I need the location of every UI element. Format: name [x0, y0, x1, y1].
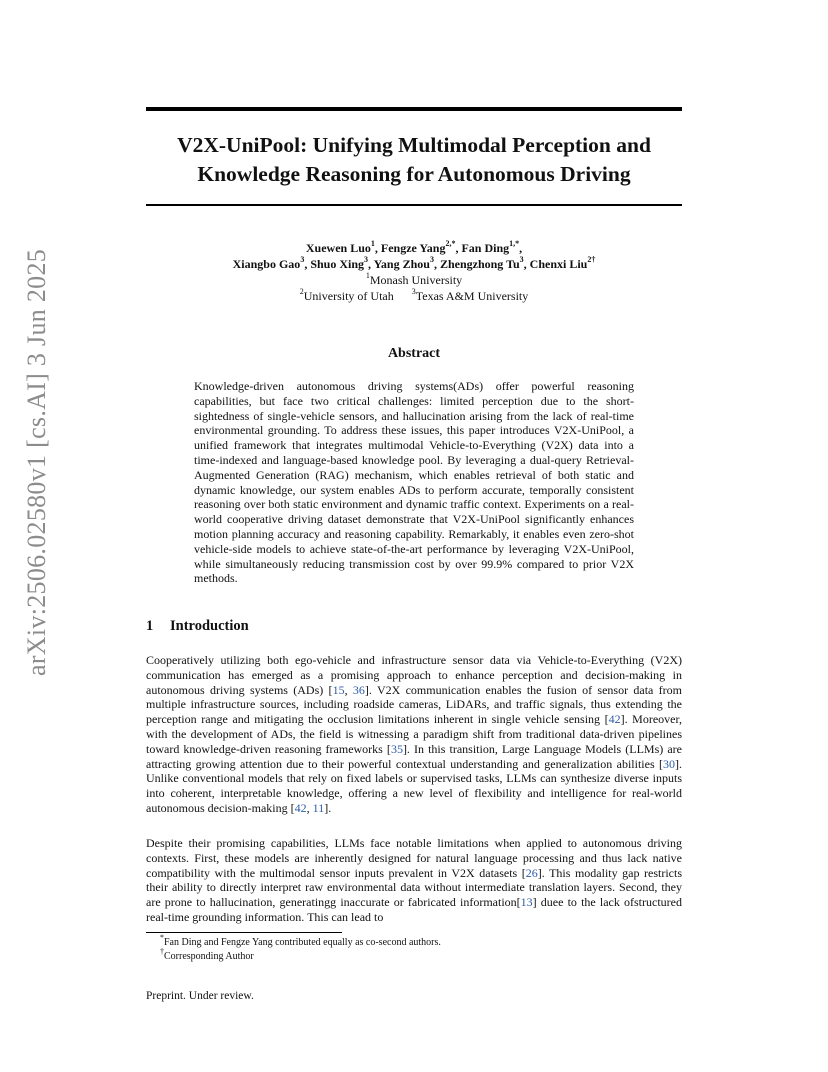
preprint-note: Preprint. Under review. — [146, 990, 254, 1002]
abstract-heading: Abstract — [387, 346, 441, 361]
title-line-2: Knowledge Reasoning for Autonomous Driving — [197, 162, 631, 186]
affiliation-mark: 3 — [411, 287, 416, 296]
author-line-1: Xuewen Luo$^1$, Fengze Yang$^{2,*}$, Fan Ding$^{1,*}$, — [305, 239, 523, 255]
author-affiliation-mark: 1 — [370, 239, 375, 248]
author-affiliation-mark: 2† — [587, 255, 596, 264]
footnote-text: Corresponding Author — [164, 951, 254, 962]
paragraph-text: ] duee to the lack ofstructured real-time grounding information. This can lead to — [146, 895, 682, 924]
intro-paragraph-2 — [146, 836, 682, 925]
affiliation-mark: 2 — [299, 287, 304, 296]
citation-link[interactable]: 42 — [294, 800, 307, 815]
citation-link[interactable]: 13 — [520, 895, 533, 910]
affiliation-name: Monash University — [369, 273, 463, 287]
citation-link[interactable]: 35 — [390, 741, 403, 756]
affiliation-name: Texas A&M University — [415, 289, 529, 303]
author-name: Fengze Yang — [380, 241, 446, 255]
title-top-rule — [146, 107, 682, 111]
author-affiliation-mark: 2,* — [445, 239, 456, 248]
author-name: Fan Ding — [461, 241, 510, 255]
author-name: Xuewen Luo — [305, 241, 371, 255]
citation-link[interactable]: 30 — [663, 756, 675, 771]
footnote-equal-contribution — [160, 932, 441, 949]
arxiv-identifier-stamp: arXiv:2506.02580v1 [cs.AI] 3 Jun 2025 — [22, 248, 51, 676]
author-line-2: Xiangbo Gao$^3$, Shuo Xing$^3$, Yang Zhou$^3$, Zhengzhong Tu$^3$, Chenxi Liu$^{2\dagger}$ — [232, 255, 596, 271]
affiliation-name: University of Utah — [303, 289, 394, 303]
author-affiliation-mark: 3 — [429, 255, 434, 264]
citation-link[interactable]: 36 — [352, 682, 365, 697]
paragraph-text: Despite their promising capabilities, LLMs face notable limitations when applied to autonomous driving contexts. First, these models are inherently designed for natural language processing and thus lack native compatibility with the multimodal sensor inputs prevalent in V2X datasets [ — [146, 836, 682, 880]
author-block — [146, 240, 682, 304]
affiliation-line-2 — [146, 288, 682, 304]
author-affiliation-mark: 3 — [519, 255, 524, 264]
abstract-text: Knowledge-driven autonomous driving systems(ADs) offer powerful reasoning capabilities, but face two critical challenges: limited perception due to the short-sightedness of single-vehicle sensors, and hallucination arising from the lack of real-time environmental grounding. To address these issues, this paper introduces V2X-UniPool, a unified framework that integrates multimodal Vehicle-to-Everything (V2X) data into a time-indexed and language-based knowledge pool. By leveraging a dual-query Retrieval-Augmented Generation (RAG) mechanism, which enables retrieval of both static and dynamic knowledge, our system enables ADs to perform accurate, temporally consistent reasoning over both static environment and dynamic traffic context. Experiments on a real-world cooperative driving dataset demonstrate that V2X-UniPool significantly enhances motion planning accuracy and reasoning capability. Remarkably, it enables even zero-shot vehicle-side models to achieve state-of-the-art performance by leveraging V2X-UniPool, while simultaneously reducing transmission cost by over 99.9% compared to prior V2X methods. — [194, 379, 634, 586]
footnote-text: Fan Ding and Fengze Yang contributed equally as co-second authors. — [164, 937, 441, 948]
section-title: Introduction — [170, 618, 249, 634]
section-heading-introduction — [146, 618, 249, 635]
citation-link[interactable]: 26 — [525, 865, 538, 880]
title-bottom-rule — [146, 204, 682, 206]
citation-link[interactable]: 15 — [332, 682, 345, 697]
affiliation-mark: 1 — [365, 271, 370, 280]
paragraph-text: ]. Moreover, with the development of ADs, the field is witnessing a paradigm shift from traditional data-driven pipelines toward knowledge-driven reasoning frameworks [ — [146, 712, 682, 756]
paper-title — [146, 131, 682, 189]
footnote-corresponding-author — [160, 946, 254, 963]
paragraph-text: ]. This modality gap restricts their ability to directly interpret raw environmental data without intermediate translation layers. Second, they are prone to hallucination, generatingg inaccurate or fabricated information[ — [146, 865, 683, 910]
footnote-mark: † — [160, 946, 164, 956]
section-number: 1 — [146, 618, 154, 634]
paragraph-text: ]. — [324, 800, 332, 815]
citation-separator: , — [344, 682, 353, 697]
author-affiliation-mark: 3 — [364, 255, 369, 264]
paragraph-text: ]. In this transition, Large Language Models (LLMs) are attracting growing attention due to their powerful contextual understanding and generalization abilities [ — [146, 741, 682, 771]
paragraph-text: Cooperatively utilizing both ego-vehicle and infrastructure sensor data via Vehicle-to-Everything (V2X) communication has emerged as a promising approach to enhance perception and decision-making in autonomous driving systems (ADs) [ — [146, 653, 682, 697]
author-affiliation-mark: 1,* — [509, 239, 520, 248]
citation-link[interactable]: 11 — [312, 800, 325, 815]
citation-separator: , — [306, 800, 313, 815]
paragraph-text: ]. Unlike conventional models that rely on fixed labels or supervised tasks, LLMs can synthesize diverse inputs into coherent, interpretable knowledge, offering a new level of flexibility and intelligence for real-world autonomous decision-making [ — [146, 756, 682, 815]
author-name: Xiangbo Gao — [232, 257, 301, 271]
author-name: Zhengzhong Tu — [439, 257, 520, 271]
author-name: Chenxi Liu — [529, 257, 588, 271]
intro-paragraph-1 — [146, 653, 682, 816]
footnote-rule — [146, 932, 342, 933]
citation-link[interactable]: 42 — [608, 712, 621, 727]
author-affiliation-mark: 3 — [300, 255, 305, 264]
author-name: Shuo Xing — [310, 257, 365, 271]
paragraph-text: ]. V2X communication enables the fusion of sensor data from multiple infrastructure sources, including roadside cameras, LiDARs, and traffic signals, thus extending the perception range and mitigating the occlusion limitations inherent in single vehicle sensing [ — [146, 682, 683, 727]
author-name: Yang Zhou — [373, 257, 430, 271]
affiliation-line-1 — [146, 272, 682, 288]
title-line-1: V2X-UniPool: Unifying Multimodal Perception and — [177, 133, 651, 157]
footnote-mark: * — [160, 932, 164, 942]
